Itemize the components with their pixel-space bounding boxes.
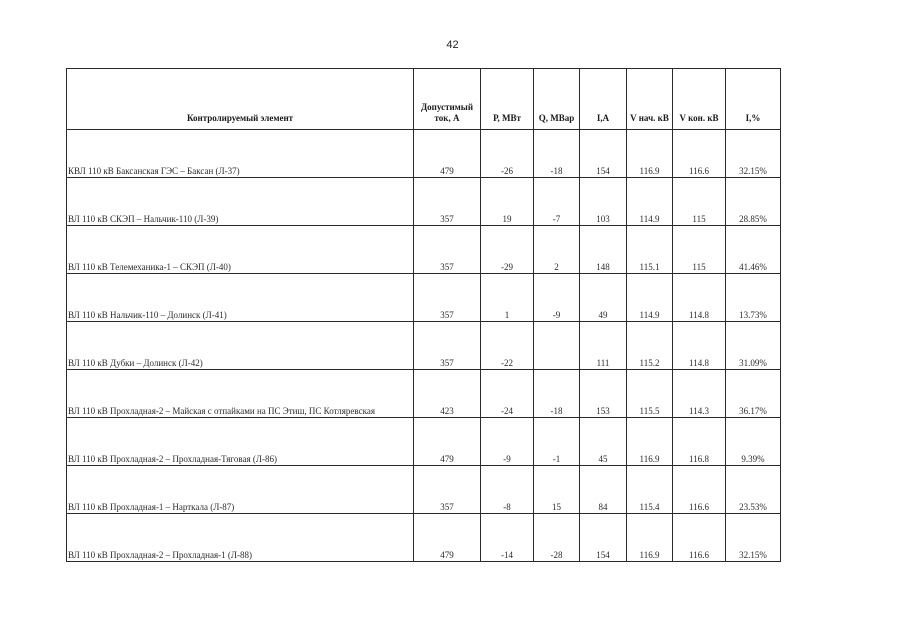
cell-v-end: 116.6 [673,514,726,562]
cell-v-end: 115 [673,226,726,274]
cell-i-pct: 23.53% [726,466,781,514]
cell-allowed-current: 479 [414,418,481,466]
cell-p: 19 [481,178,534,226]
cell-i-pct: 32.15% [726,514,781,562]
cell-v-start: 114.9 [627,178,673,226]
cell-element: ВЛ 110 кВ Телемеханика-1 – СКЭП (Л-40) [67,226,414,274]
header-p: Р, МВт [481,69,534,130]
cell-p: -29 [481,226,534,274]
page-number: 42 [446,39,459,51]
cell-q: 2 [534,226,580,274]
cell-v-end: 116.6 [673,130,726,178]
cell-i-pct: 41.46% [726,226,781,274]
cell-i: 111 [580,322,627,370]
cell-v-start: 115.1 [627,226,673,274]
cell-i: 49 [580,274,627,322]
cell-v-start: 115.5 [627,370,673,418]
table-row [67,130,781,178]
cell-allowed-current: 357 [414,322,481,370]
contingency-table [66,68,781,562]
cell-p: -14 [481,514,534,562]
cell-v-end: 116.6 [673,466,726,514]
cell-allowed-current: 357 [414,274,481,322]
cell-p: 1 [481,274,534,322]
cell-allowed-current: 357 [414,466,481,514]
cell-i-pct: 32.15% [726,130,781,178]
cell-v-start: 116.9 [627,130,673,178]
cell-i: 84 [580,466,627,514]
cell-p: -26 [481,130,534,178]
cell-element: ВЛ 110 кВ Прохладная-2 – Прохладная-Тяговая (Л-86) [67,418,414,466]
table-header [67,69,781,130]
header-v-end: V кон. кВ [673,69,726,130]
table-row [67,274,781,322]
cell-i-pct: 28.85% [726,178,781,226]
cell-q: 15 [534,466,580,514]
cell-allowed-current: 423 [414,370,481,418]
cell-element: ВЛ 110 кВ Прохладная-2 – Прохладная-1 (Л-88) [67,514,414,562]
cell-i: 154 [580,514,627,562]
cell-i: 153 [580,370,627,418]
cell-i-pct: 13.73% [726,274,781,322]
cell-v-start: 116.9 [627,514,673,562]
cell-i: 154 [580,130,627,178]
cell-v-end: 114.3 [673,370,726,418]
cell-allowed-current: 479 [414,130,481,178]
cell-q: -18 [534,370,580,418]
cell-v-start: 115.2 [627,322,673,370]
cell-i: 45 [580,418,627,466]
cell-q: -1 [534,418,580,466]
cell-v-end: 114.8 [673,322,726,370]
cell-p: -8 [481,466,534,514]
cell-allowed-current: 357 [414,178,481,226]
cell-element: ВЛ 110 кВ СКЭП – Нальчик-110 (Л-39) [67,178,414,226]
table-body [67,130,781,562]
cell-p: -24 [481,370,534,418]
table-row [67,322,781,370]
cell-v-end: 114.8 [673,274,726,322]
table-row [67,178,781,226]
header-i: I,A [580,69,627,130]
cell-p: -22 [481,322,534,370]
cell-q: -7 [534,178,580,226]
cell-q [534,322,580,370]
table-row [67,370,781,418]
cell-allowed-current: 357 [414,226,481,274]
cell-element: ВЛ 110 кВ Нальчик-110 – Долинск (Л-41) [67,274,414,322]
cell-q: -9 [534,274,580,322]
cell-i: 103 [580,178,627,226]
cell-i-pct: 31.09% [726,322,781,370]
cell-q: -28 [534,514,580,562]
cell-q: -18 [534,130,580,178]
table-row [67,226,781,274]
cell-v-start: 115.4 [627,466,673,514]
table-row [67,418,781,466]
cell-element: ВЛ 110 кВ Прохладная-1 – Нарткала (Л-87) [67,466,414,514]
cell-i: 148 [580,226,627,274]
header-allowed-current: Допустимый ток, А [414,69,481,130]
cell-p: -9 [481,418,534,466]
cell-i-pct: 9.39% [726,418,781,466]
table-row [67,466,781,514]
cell-v-start: 116.9 [627,418,673,466]
table-row [67,514,781,562]
header-q: Q, МВар [534,69,580,130]
cell-element: ВЛ 110 кВ Дубки – Долинск (Л-42) [67,322,414,370]
cell-i-pct: 36.17% [726,370,781,418]
header-i-pct: I,% [726,69,781,130]
cell-element: ВЛ 110 кВ Прохладная-2 – Майская с отпайками на ПС Этиш, ПС Котляревская [67,370,414,418]
cell-v-end: 115 [673,178,726,226]
header-row [67,69,781,130]
header-v-start: V нач. кВ [627,69,673,130]
header-element: Контролируемый элемент [67,69,414,130]
cell-allowed-current: 479 [414,514,481,562]
cell-element: КВЛ 110 кВ Баксанская ГЭС – Баксан (Л-37) [67,130,414,178]
cell-v-end: 116.8 [673,418,726,466]
cell-v-start: 114.9 [627,274,673,322]
